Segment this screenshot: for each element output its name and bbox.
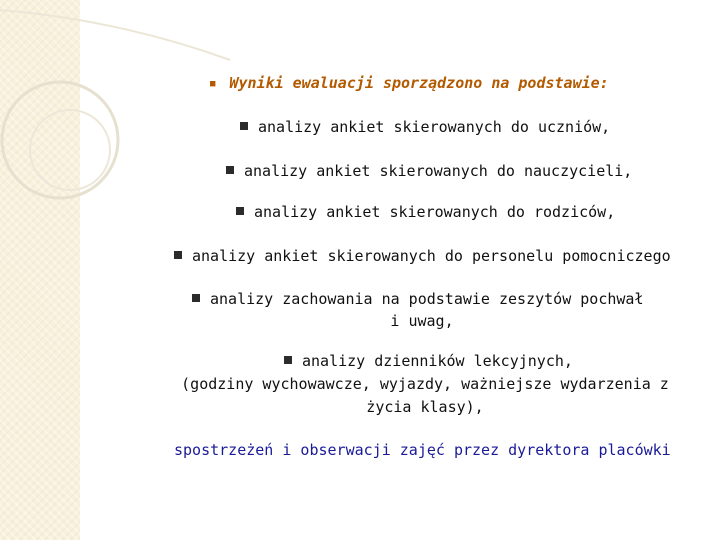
list-item-continuation: i uwag, [390, 312, 454, 330]
title-text: Wyniki ewaluacji sporządzono na podstawie: [229, 74, 609, 92]
list-item [174, 245, 671, 267]
footer-text: spostrzeżeń i obserwacji zajęć przez dyrektora placówki [174, 441, 671, 459]
list-item [236, 201, 615, 223]
square-bullet-icon [236, 207, 244, 215]
list-item-continuation: życia klasy), [366, 398, 484, 416]
list-item-text: analizy dzienników lekcyjnych, [302, 352, 573, 370]
list-item [192, 288, 643, 310]
list-item [240, 116, 610, 138]
square-bullet-icon [226, 166, 234, 174]
square-bullet-icon [240, 122, 248, 130]
list-item-text: analizy zachowania na podstawie zeszytów pochwał [210, 290, 644, 308]
list-item [226, 160, 632, 182]
square-bullet-icon [192, 294, 200, 302]
square-bullet-icon [284, 356, 292, 364]
list-item-continuation: (godziny wychowawcze, wyjazdy, ważniejsze wydarzenia z [181, 375, 669, 393]
list-item-text: analizy ankiet skierowanych do nauczycieli, [244, 162, 633, 180]
decorative-rings [0, 0, 240, 260]
square-bullet-icon [174, 251, 182, 259]
list-item-text: analizy ankiet skierowanych do uczniów, [258, 118, 611, 136]
title-bullet-icon: ■ [210, 79, 216, 89]
list-item-text: analizy ankiet skierowanych do rodziców, [254, 203, 616, 221]
list-item-text: analizy ankiet skierowanych do personelu pomocniczego [192, 247, 671, 265]
list-item [284, 350, 573, 372]
slide-title [210, 72, 609, 95]
